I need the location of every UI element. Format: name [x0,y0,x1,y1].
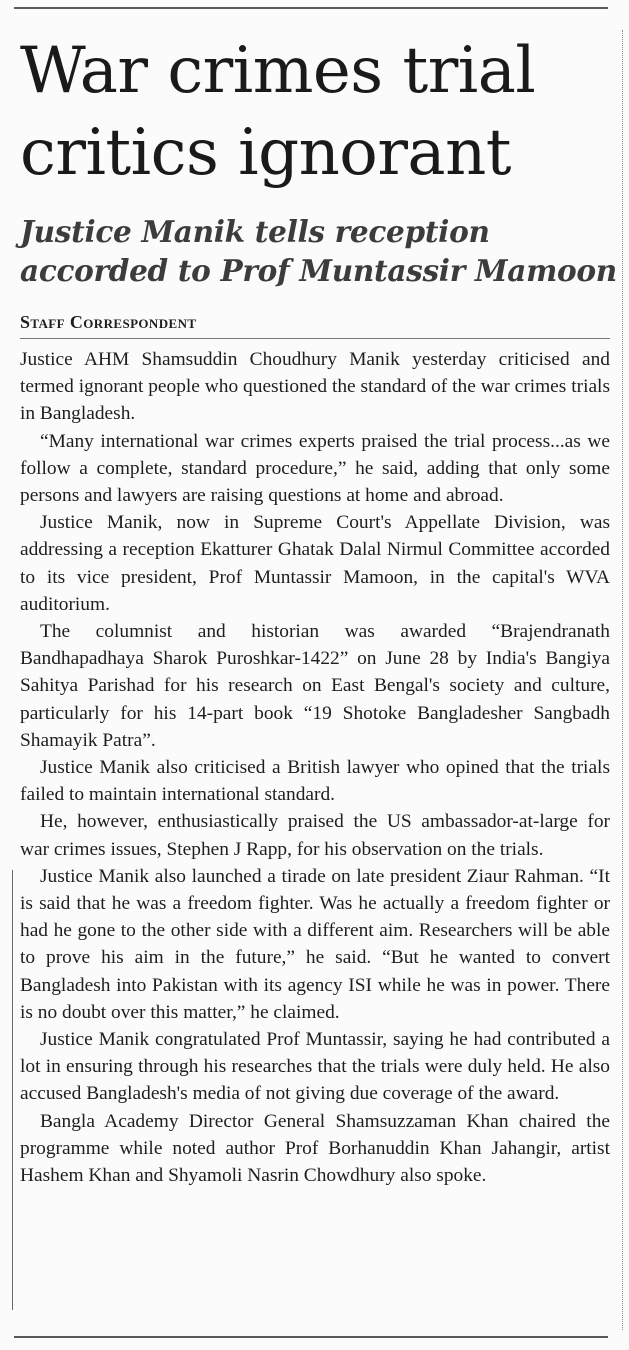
byline: Staff Correspondent [20,312,197,332]
paragraph-closing: Bangla Academy Director General Shamsuzzaman Khan chaired the programme while noted author Prof Borhanuddin Khan Jahangir, artist Hashem Khan and Shyamoli Nasrin Chowdhury also spoke. [20,1110,610,1187]
paragraph-ziaur-rahman: Justice Manik also launched a tirade on late president Ziaur Rahman. “It is said that he was a freedom fighter. Was he actually a freedom fighter or had he gone to the other side with a different aim. Researchers will be able to prove his aim in the future,” he said. “But he wanted to convert Bangladesh into Pakistan with its agency ISI while he was in power. There is no doubt over this matter,” he claimed. [20,865,610,1023]
paragraph-award: The columnist and historian was awarded “Brajendranath Bandhapadhaya Sharok Puroshkar-1422” on June 28 by India's Bangiya Sahitya Parishad for his research on East Bengal's society and culture, particularly for his 14-part book “19 Shotoke Bangladesher Sangbadh Shamayik Patra”. [20,621,610,751]
bottom-rule [14,1336,608,1338]
subheadline: Justice Manik tells reception accorded to Prof Muntassir Mamoon [20,214,617,288]
left-column-rule [12,870,13,1310]
paragraph-british-lawyer: Justice Manik also criticised a British lawyer who opined that the trials failed to maintain international standard. [20,757,610,806]
paragraph-reception: Justice Manik, now in Supreme Court's Appellate Division, was addressing a reception Ekatturer Ghatak Dalal Nirmul Committee accorded to its vice president, Prof Muntassir Mamoon, in the capital's WVA auditorium. [20,512,610,615]
right-column-rule [622,30,623,1330]
paragraph-lead: Justice AHM Shamsuddin Choudhury Manik yesterday criticised and termed ignorant people who questioned the standard of the war crimes trials in Bangladesh. [20,349,610,425]
article-body [20,346,610,1189]
paragraph-rapp: He, however, enthusiastically praised the US ambassador-at-large for war crimes issues, Stephen J Rapp, for his observation on the trials. [20,811,610,860]
byline-rule [20,338,610,339]
paragraph-congratulation: Justice Manik congratulated Prof Muntassir, saying he had contributed a lot in ensuring through his researches that the trials were duly held. He also accused Bangladesh's media of not giving due coverage of the award. [20,1029,610,1105]
headline: War crimes trial critics ignorant [20,34,536,190]
paragraph-quote-experts: “Many international war crimes experts praised the trial process...as we follow a complete, standard procedure,” he said, adding that only some persons and lawyers are raising questions at home and abroad. [20,430,610,507]
top-rule [14,7,608,9]
